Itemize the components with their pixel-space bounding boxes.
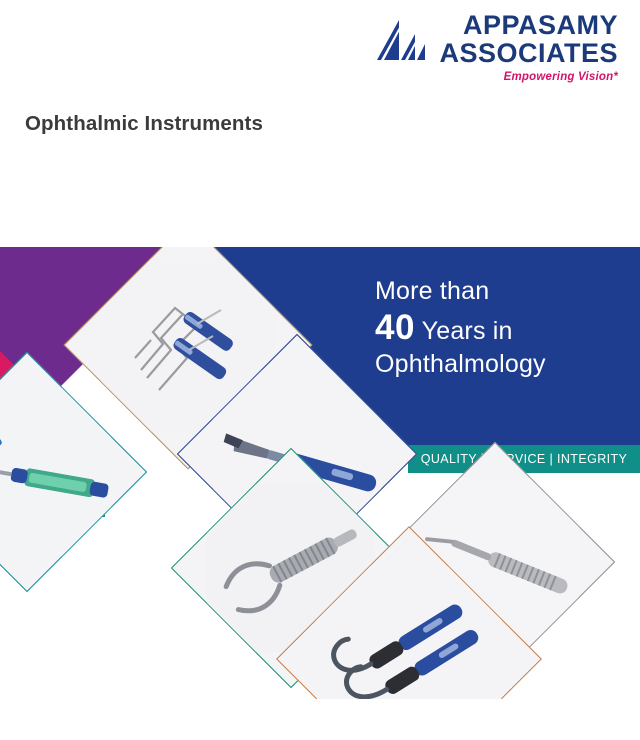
quality-service-integrity-bar: QUALITY | SERVICE | INTEGRITY — [408, 445, 640, 473]
hero-collage — [0, 247, 640, 699]
hero-line-2-rest: Years in — [414, 317, 513, 345]
appasamy-triangle-logo-icon — [375, 14, 431, 66]
brand-wordmark — [439, 12, 618, 84]
page-bottom-margin — [0, 699, 640, 740]
page-header — [0, 0, 640, 90]
hero-line-3: Ophthalmology — [375, 350, 546, 379]
hero-line-2 — [375, 308, 546, 347]
hero-line-1: More than — [375, 277, 490, 305]
brand-name-line1: APPASAMY — [462, 10, 618, 40]
brand-logo — [375, 12, 618, 84]
brand-tagline: Empowering Vision* — [503, 71, 618, 83]
brand-name-line2: ASSOCIATES — [439, 38, 618, 68]
page-title: Ophthalmic Instruments — [25, 112, 263, 135]
hero-years-number: 40 — [375, 308, 415, 347]
photo-green-marker-image — [0, 388, 111, 556]
hero-headline — [375, 277, 546, 378]
